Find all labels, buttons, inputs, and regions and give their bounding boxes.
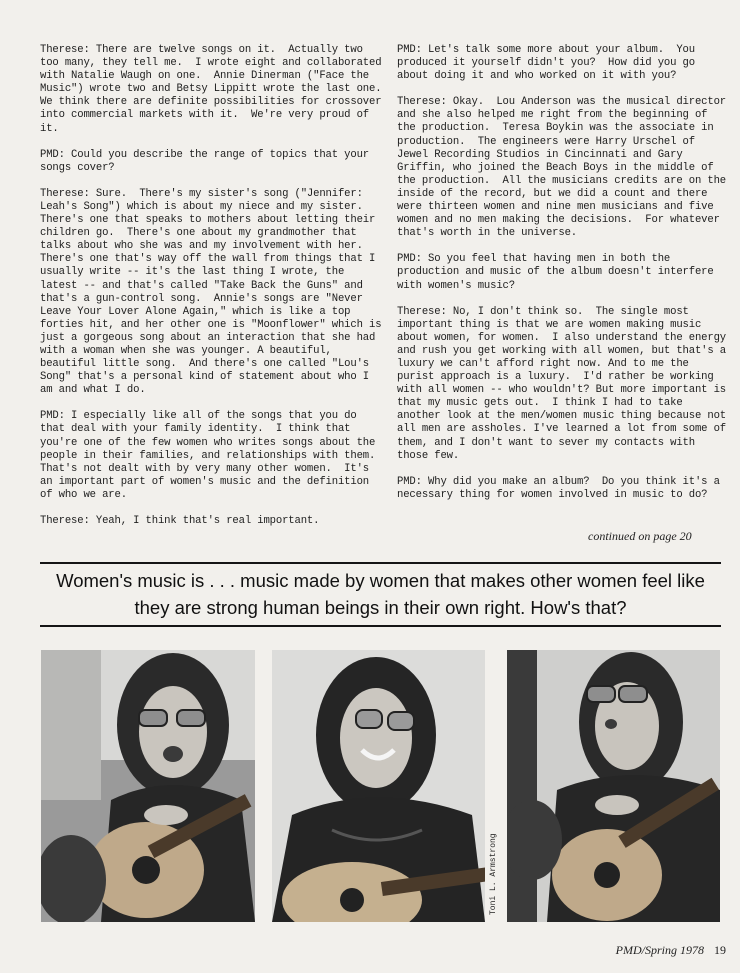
paragraph: PMD: So you feel that having men in both the production and music of the album doesn't interfere with women's music? [397, 253, 720, 292]
issue-label: PMD/Spring 1978 [615, 943, 704, 957]
paragraph: PMD: Let's talk some more about your album. You produced it yourself didn't you? How did you go about doing it and who worked on it with you? [397, 44, 702, 83]
left-column [40, 44, 394, 541]
page-footer [616, 943, 726, 958]
paragraph: PMD: Could you describe the range of topics that your songs cover? [40, 148, 376, 174]
pull-quote: Women's music is . . . music made by women that makes other women feel like they are strong human beings in their own right. How's that? [56, 570, 705, 618]
continued-note: continued on page 20 [588, 529, 692, 543]
paragraph: Therese: Okay. Lou Anderson was the musical director and she also helped me right from the beginning of the production. Teresa Boykin was the associate in production. The engineers were Harry Urschel of Jewel Recording Studios in Cincinnati and Gary Griffin, who joined the Beach Boys in the middle of the production. All the musicians credits are on the inside of the record, but we did a count and there were thirteen women and nine men musicians and five women and no men making the decisions. For whatever that's worth in the universe. [397, 96, 733, 240]
paragraph: Therese: There are twelve songs on it. Actually two too many, they tell me. I wrote eight and collaborated with Natalie Waugh on one. Annie Dinerman ("Face the Music") wrote two and Betsy Lippitt wrote the last one. We think there are definite possibilities for crossover into commercial markets with it. We're very proud of it. [40, 44, 394, 135]
paragraph: Therese: Sure. There's my sister's song ("Jennifer: Leah's Song") which is about my niece and my sister. There's one that speaks to mothers about letting their children go. There's one about my grandmother that talks about who she was and my involvement with her. There's one that's way off the wall from things that I usually write -- it's the last thing I wrote, the latest -- and that's called "Take Back the Guns" and that's a gun-control song. Annie's songs are "Never Leave Your Lover Alone Again," which is like a top forties hit, and her other one is "Moonflower" which is just a gorgeous song about an interaction that she had with a woman when she was younger. A beautiful, beautiful little song. And there's one called "Lou's Song" that's a personal kind of statement about who I am and what I do. [40, 187, 388, 397]
divider [40, 562, 721, 564]
photo-performer-playing-guitar [507, 650, 720, 922]
paragraph: PMD: Why did you make an album? Do you think it's a necessary thing for women involved in music to do? [397, 475, 726, 501]
paragraph: PMD: I especially like all of the songs that you do that deal with your family identity. I think that you're one of the few women who writes songs about the people in their families, and relationships with them. That's not dealt with by very many other women. It's an important part of women's music and the definition of who we are. [40, 410, 388, 501]
paragraph: Therese: No, I don't think so. The single most important thing is that we are women making music about women, for women. I also understand the energy and rush you get working with all women, but that's a luxury we can't afford right now. And to me the purist approach is a luxury. I'd rather be working with all women -- who wouldn't? But more important is that my music gets out. I think I had to take another look at the men/women music thing because not all men are assholes. I've learned a lot from some of them, and I don't want to sever my contacts with those few. [397, 305, 733, 462]
paragraph: Therese: Yeah, I think that's real important. [40, 515, 320, 527]
page-number: 19 [714, 943, 726, 957]
photo-credit: Toni L. Armstrong [489, 833, 498, 915]
right-column [397, 44, 731, 515]
photo-performer-smiling [272, 650, 485, 922]
divider [40, 625, 721, 627]
photo-performer-singing [41, 650, 255, 922]
